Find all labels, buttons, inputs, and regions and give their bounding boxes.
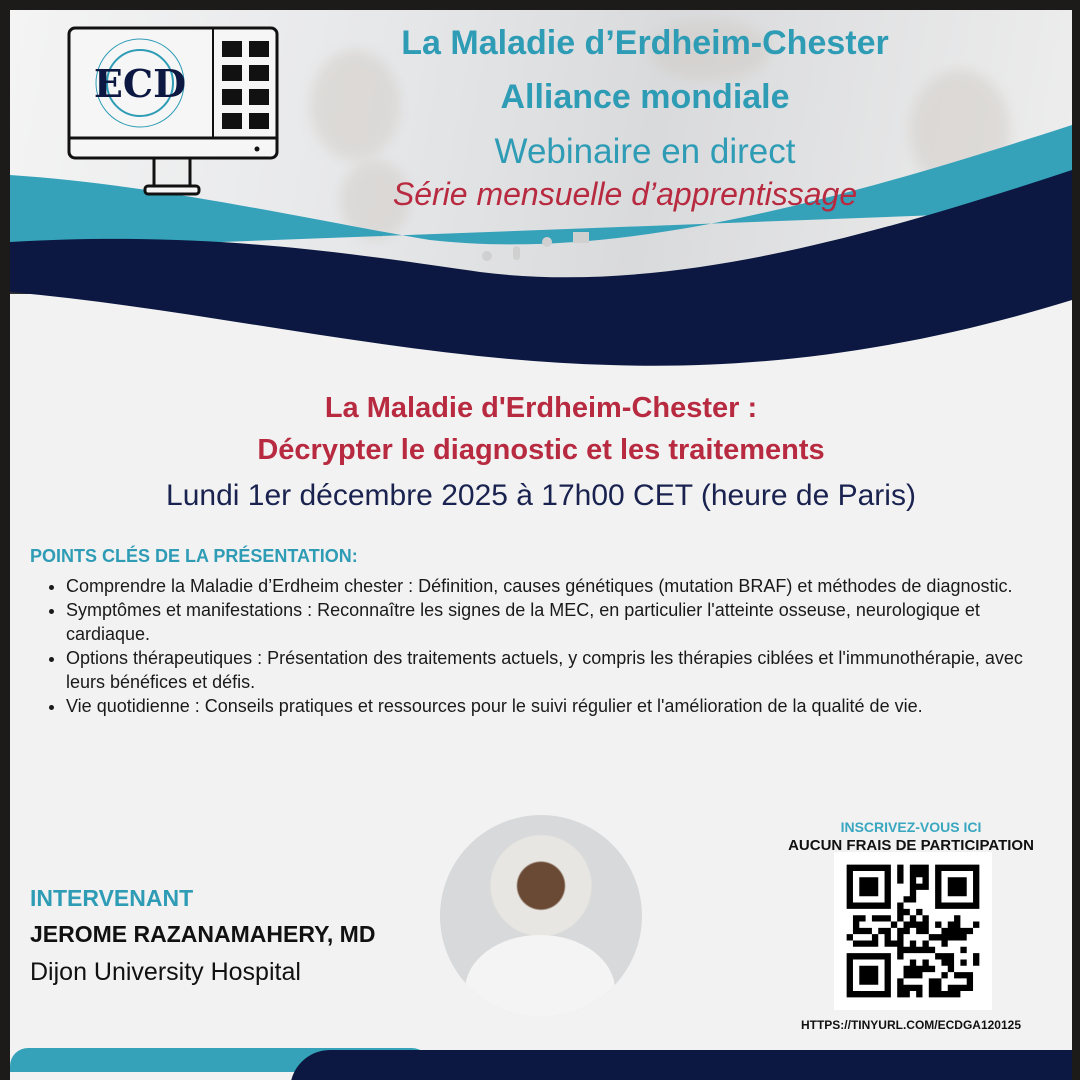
talk-title-line2: Décrypter le diagnostic et les traitements xyxy=(257,434,825,466)
speaker-affiliation: Dijon University Hospital xyxy=(30,958,301,986)
registration-url[interactable]: HTTPS://TINYURL.COM/ECDGA120125 xyxy=(800,1018,1022,1032)
speaker-icon xyxy=(482,251,492,261)
user-icon xyxy=(542,237,552,247)
registration-qr-code[interactable] xyxy=(834,852,992,1010)
footer-navy-bar xyxy=(290,1050,1072,1080)
key-points-list xyxy=(66,574,1056,718)
screen-icon xyxy=(573,232,589,243)
series-label: Série mensuelle d’apprentissage xyxy=(392,176,858,212)
qr-modules xyxy=(847,865,980,998)
fee-note: AUCUN FRAIS DE PARTICIPATION xyxy=(788,837,1034,854)
list-item: • Comprendre la Maladie d’Erdheim chester : Définition, causes génétiques (mutation BRAF) et méthodes de diagnostic. xyxy=(66,574,1056,598)
list-item: • Options thérapeutiques : Présentation des traitements actuels, y compris les thérapies ciblées et l'immunothérapie, avec leurs bénéfices et défis. xyxy=(66,646,1056,694)
event-date: Lundi 1er décembre 2025 à 17h00 CET (heure de Paris) xyxy=(166,479,916,512)
org-subtitle: Alliance mondiale xyxy=(500,78,790,116)
mic-icon xyxy=(513,246,520,260)
speaker-name: JEROME RAZANAMAHERY, MD xyxy=(30,921,376,947)
speaker-photo xyxy=(440,815,642,1017)
speaker-label: INTERVENANT xyxy=(30,885,194,911)
list-item: • Symptômes et manifestations : Reconnaître les signes de la MEC, en particulier l'atteinte osseuse, neurologique et cardiaque. xyxy=(66,598,1056,646)
svg-text:ECD: ECD xyxy=(93,61,187,106)
talk-title-line1: La Maladie d'Erdheim-Chester : xyxy=(324,392,758,424)
key-points-heading: POINTS CLÉS DE LA PRÉSENTATION: xyxy=(30,546,358,566)
flyer xyxy=(10,10,1072,1080)
register-cta: INSCRIVEZ-VOUS ICI xyxy=(840,819,982,835)
org-title: La Maladie d’Erdheim-Chester xyxy=(401,24,889,62)
webinar-label: Webinaire en direct xyxy=(494,132,796,171)
logo-monitor xyxy=(67,26,282,201)
list-item: • Vie quotidienne : Conseils pratiques et ressources pour le suivi régulier et l'amélioration de la qualité de vie. xyxy=(66,694,1056,718)
